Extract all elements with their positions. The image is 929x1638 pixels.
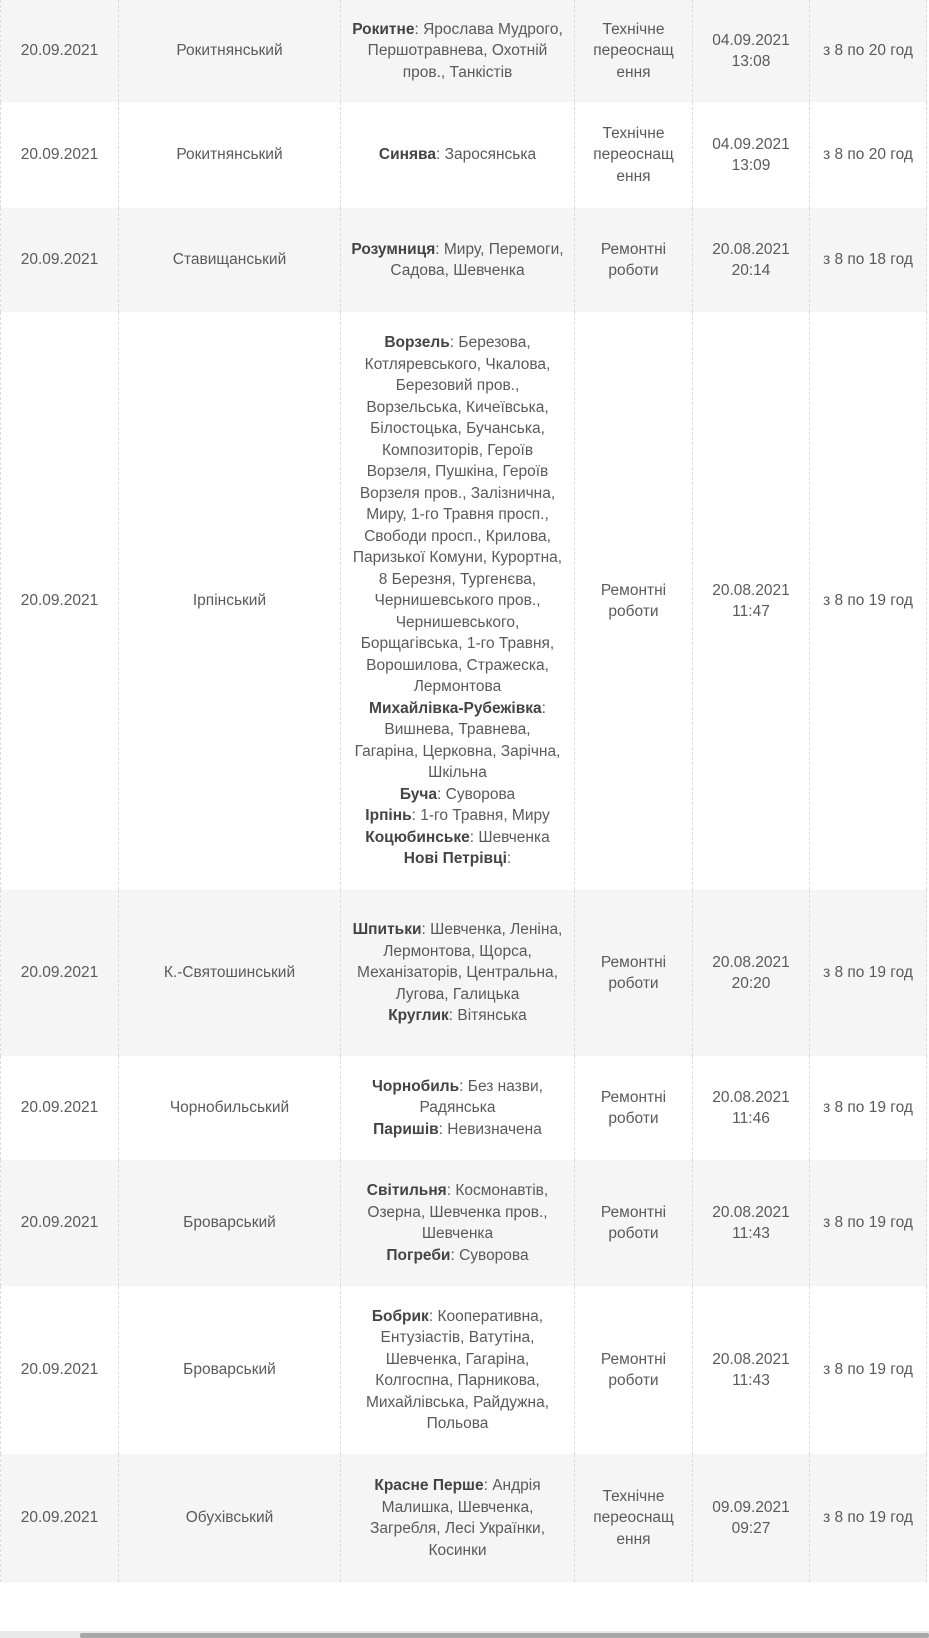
outage-date: 20.09.2021: [1, 1286, 119, 1454]
addresses-cell: [341, 1160, 575, 1286]
district-name: Броварський: [119, 1286, 341, 1454]
street-list: Березова, Котляревського, Чкалова, Березовий пров., Ворзельська, Кичеївська, Білостоцька, Бучанська, Композиторів, Героїв Ворзеля, Пушкіна, Героїв Ворзеля пров., Залізнична, Миру, 1-го Травня просп., Свободи просп., Крилова, Паризької Комуни, Курортна, 8 Березня, Тургенєва, Чернишевського пров., Чернишевського, Борщагівська, 1-го Травня, Ворошилова, Стражеска, Лермонтова: [352, 334, 563, 696]
outage-hours: з 8 по 20 год: [810, 102, 927, 208]
table-row: [1, 208, 927, 312]
outage-reason: Ремонтні роботи: [575, 208, 693, 312]
address-entry: Нові Петрівці:: [403, 850, 512, 868]
district-name: Рокитнянський: [119, 102, 341, 208]
district-name: Чорнобильський: [119, 1056, 341, 1160]
outage-date: 20.09.2021: [1, 102, 119, 208]
addresses-cell: [341, 1056, 575, 1160]
address-entry: Шпитьки: Шевченка, Леніна, Лермонтова, Щорса, Механізаторів, Центральна, Лугова, Галицька: [352, 921, 563, 1003]
street-list: Заросянська: [444, 146, 537, 164]
outage-reason: Технічне переоснащ ення: [575, 0, 693, 102]
settlement-name: Ірпінь: [365, 807, 412, 825]
street-list: Шевченка, Леніна, Лермонтова, Щорса, Механізаторів, Центральна, Лугова, Галицька: [356, 921, 563, 1003]
outage-hours: з 8 по 19 год: [810, 1056, 927, 1160]
district-name: Броварський: [119, 1160, 341, 1286]
street-list: Кооперативна, Ентузіастів, Ватутіна, Шевченка, Гагаріна, Колгоспна, Парникова, Михайлівська, Райдужна, Польова: [365, 1307, 550, 1432]
outage-date: 20.09.2021: [1, 1160, 119, 1286]
street-list: Вітянська: [457, 1007, 527, 1025]
district-name: Рокитнянський: [119, 0, 341, 102]
outage-date: 20.09.2021: [1, 0, 119, 102]
outage-date: 20.09.2021: [1, 208, 119, 312]
district-name: К.-Святошинський: [119, 890, 341, 1056]
published-datetime: 20.08.2021 11:47: [693, 312, 810, 890]
outage-hours: з 8 по 19 год: [810, 1160, 927, 1286]
settlement-name: Бобрик: [371, 1307, 429, 1325]
published-datetime: 20.08.2021 11:43: [693, 1160, 810, 1286]
street-list: Ярослава Мудрого, Першотравнева, Охотній пров., Танкістів: [367, 20, 563, 81]
settlement-name: Буча: [399, 785, 437, 803]
outage-hours: з 8 по 19 год: [810, 1454, 927, 1582]
published-datetime: 20.08.2021 11:46: [693, 1056, 810, 1160]
addresses-cell: [341, 1286, 575, 1454]
addresses-cell: [341, 312, 575, 890]
horizontal-scrollbar[interactable]: [0, 1631, 929, 1638]
street-list: Без назви, Радянська: [419, 1077, 543, 1117]
settlement-name: Чорнобиль: [372, 1077, 460, 1095]
settlement-name: Красне Перше: [374, 1477, 484, 1494]
settlement-name: Ворзель: [384, 334, 450, 352]
published-datetime: 20.08.2021 20:14: [693, 208, 810, 312]
address-entry: Михайлівка-Рубежівка: Вишнева, Травнева, Гагаріна, Церковна, Зарічна, Шкільна: [354, 699, 561, 782]
address-entry: Погреби: Суворова: [386, 1246, 529, 1264]
outage-date: 20.09.2021: [1, 1056, 119, 1160]
district-name: Ставищанський: [119, 208, 341, 312]
address-entry: Рокитне: Ярослава Мудрого, Першотравнева, Охотній пров., Танкістів: [352, 20, 563, 81]
table-row: [1, 312, 927, 890]
outage-reason: Технічне переоснащ ення: [575, 1454, 693, 1582]
address-entry: Коцюбинське: Шевченка: [365, 828, 550, 846]
street-list: Невизначена: [447, 1120, 542, 1138]
address-entry: Ворзель: Березова, Котляревського, Чкалова, Березовий пров., Ворзельська, Кичеївська, Білостоцька, Бучанська, Композиторів, Героїв Ворзеля, Пушкіна, Героїв Ворзеля пров., Залізнична, Миру, 1-го Травня просп., Свободи просп., Крилова, Паризької Комуни, Курортна, 8 Березня, Тургенєва, Чернишевського пров., Чернишевського, Борщагівська, 1-го Травня, Ворошилова, Стражеска, Лермонтова: [352, 334, 563, 696]
scrollbar-thumb[interactable]: [80, 1633, 929, 1638]
table-row: [1, 1160, 927, 1286]
address-entry: Розумниця: Миру, Перемоги, Садова, Шевченка: [351, 240, 564, 279]
address-entry: Світильня: Космонавтів, Озерна, Шевченка пров., Шевченка: [366, 1182, 549, 1242]
outage-reason: Ремонтні роботи: [575, 1056, 693, 1160]
street-list: Суворова: [445, 785, 516, 803]
outage-reason: Ремонтні роботи: [575, 1286, 693, 1454]
settlement-name: Михайлівка-Рубежівка: [369, 699, 542, 717]
address-entry: Паришів: Невизначена: [373, 1120, 542, 1138]
street-list: 1-го Травня, Миру: [420, 807, 550, 825]
outage-reason: Ремонтні роботи: [575, 890, 693, 1056]
settlement-name: Погреби: [386, 1246, 451, 1264]
published-datetime: 04.09.2021 13:09: [693, 102, 810, 208]
street-list: Миру, Перемоги, Садова, Шевченка: [390, 240, 564, 279]
outage-hours: з 8 по 18 год: [810, 208, 927, 312]
district-name: Обухівський: [119, 1454, 341, 1582]
street-list: Андрія Малишка, Шевченка, Загребля, Лесі Українки, Косинки: [369, 1477, 545, 1559]
settlement-name: Нові Петрівці: [403, 850, 507, 868]
address-entry: Синява: Заросянська: [378, 146, 537, 164]
settlement-name: Розумниця: [351, 240, 436, 258]
street-list: Космонавтів, Озерна, Шевченка пров., Шевченка: [367, 1182, 549, 1242]
table-row: [1, 890, 927, 1056]
addresses-cell: [341, 1454, 575, 1582]
street-list: Шевченка: [478, 828, 550, 846]
table-row: [1, 1286, 927, 1454]
table-row: [1, 0, 927, 102]
street-list: Суворова: [459, 1246, 529, 1264]
outage-hours: з 8 по 19 год: [810, 312, 927, 890]
addresses-cell: [341, 102, 575, 208]
address-entry: Ірпінь: 1-го Травня, Миру: [365, 807, 550, 825]
outage-reason: Технічне переоснащ ення: [575, 102, 693, 208]
street-list: Вишнева, Травнева, Гагаріна, Церковна, Зарічна, Шкільна: [354, 721, 561, 782]
table-row: [1, 1454, 927, 1582]
address-entry: Чорнобиль: Без назви, Радянська: [372, 1077, 543, 1117]
published-datetime: 09.09.2021 09:27: [693, 1454, 810, 1582]
settlement-name: Круглик: [388, 1007, 449, 1025]
address-entry: Круглик: Вітянська: [388, 1007, 527, 1025]
address-entry: Буча: Суворова: [399, 785, 516, 803]
settlement-name: Рокитне: [352, 20, 415, 38]
outage-hours: з 8 по 19 год: [810, 1286, 927, 1454]
outage-date: 20.09.2021: [1, 312, 119, 890]
published-datetime: 20.08.2021 20:20: [693, 890, 810, 1056]
settlement-name: Паришів: [373, 1120, 439, 1138]
addresses-cell: [341, 890, 575, 1056]
district-name: Ірпінський: [119, 312, 341, 890]
table-row: [1, 102, 927, 208]
published-datetime: 20.08.2021 11:43: [693, 1286, 810, 1454]
settlement-name: Синява: [378, 146, 436, 164]
outage-hours: з 8 по 20 год: [810, 0, 927, 102]
outage-reason: Ремонтні роботи: [575, 312, 693, 890]
settlement-name: Світильня: [366, 1182, 447, 1199]
addresses-cell: [341, 0, 575, 102]
outage-reason: Ремонтні роботи: [575, 1160, 693, 1286]
settlement-name: Коцюбинське: [365, 828, 470, 846]
address-entry: Бобрик: Кооперативна, Ентузіастів, Ватутіна, Шевченка, Гагаріна, Колгоспна, Парникова, Михайлівська, Райдужна, Польова: [365, 1307, 550, 1432]
settlement-name: Шпитьки: [352, 921, 422, 939]
published-datetime: 04.09.2021 13:08: [693, 0, 810, 102]
outage-date: 20.09.2021: [1, 1454, 119, 1582]
addresses-cell: [341, 208, 575, 312]
table-row: [1, 1056, 927, 1160]
outage-hours: з 8 по 19 год: [810, 890, 927, 1056]
outage-date: 20.09.2021: [1, 890, 119, 1056]
address-entry: Красне Перше: Андрія Малишка, Шевченка, Загребля, Лесі Українки, Косинки: [369, 1477, 545, 1559]
